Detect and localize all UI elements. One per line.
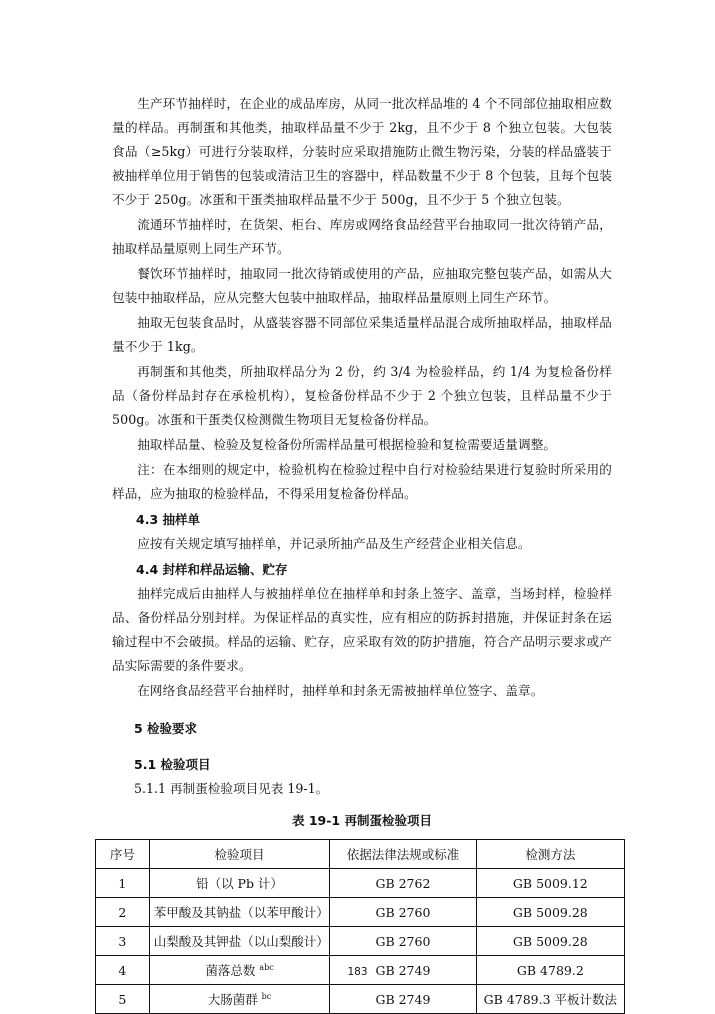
table-row	[96, 898, 625, 927]
table-row	[96, 927, 625, 956]
section-heading-4-4: 4.4 封样和样品运输、贮存	[136, 562, 288, 577]
cell-item: 菌落总数 $^{abc}$	[149, 956, 329, 985]
header-method: 检测方法	[476, 840, 624, 869]
table-row	[96, 985, 625, 1014]
cell-item: 山梨酸及其钾盐（以山梨酸计）	[149, 927, 329, 956]
cell-no: 3	[96, 927, 150, 956]
header-standard: 依据法律法规或标准	[330, 840, 476, 869]
cell-method: GB 4789.2	[476, 956, 624, 985]
paragraph-sample-adjustment: 抽取样品量、检验及复检备份所需样品量可根据检验和复检需要适量调整。	[137, 437, 557, 452]
paragraph-production-sampling: 生产环节抽样时，在企业的成品库房，从同一批次样品堆的 4 个不同部位抽取相应数量的样品。再制蛋和其他类，抽取样品量不少于 2kg，且不少于 8 个独立包装。大包装食品（≥5kg）可进行分装取样，分装时应采取措施防止微生物污染，分装的样品盛装于被抽样单位用于销售的包装或清洁卫生的容器中，样品数量不少于 8 个包装，且每个包装不少于 250g。冰蛋和干蛋类抽取样品量不少于 500g，且不少于 5 个独立包装。	[112, 96, 612, 207]
cell-item: 铅（以 Pb 计）	[149, 869, 329, 898]
header-no: 序号	[96, 840, 150, 869]
paragraph-circulation-sampling: 流通环节抽样时，在货架、柜台、库房或网络食品经营平台抽取同一批次待销产品，抽取样品量原则上同生产环节。	[112, 217, 612, 256]
cell-method: GB 5009.28	[476, 927, 624, 956]
paragraph-sampling-form: 应按有关规定填写抽样单，并记录所抽产品及生产经营企业相关信息。	[137, 536, 531, 551]
cell-item: 大肠菌群 $^{bc}$	[149, 985, 329, 1014]
cell-standard: GB 2760	[330, 927, 476, 956]
document-body	[109, 92, 618, 1014]
cell-no: 5	[96, 985, 150, 1014]
table-title: 表 19-1 再制蛋检验项目	[292, 813, 432, 828]
header-item: 检验项目	[149, 840, 329, 869]
paragraph-catering-sampling: 餐饮环节抽样时，抽取同一批次待销或使用的产品，应抽取完整包装产品，如需从大包装中抽取样品，应从完整大包装中抽取样品，抽取样品量原则上同生产环节。	[112, 266, 612, 305]
section-heading-5-1: 5.1 检验项目	[134, 757, 211, 772]
section-heading-5: 5 检验要求	[134, 721, 198, 736]
table-header-row	[96, 840, 625, 869]
cell-method: GB 4789.3 平板计数法	[476, 985, 624, 1014]
paragraph-online-sealing: 在网络食品经营平台抽样时，抽样单和封条无需被抽样单位签字、盖章。	[137, 683, 544, 698]
cell-no: 2	[96, 898, 150, 927]
cell-standard: GB 2762	[330, 869, 476, 898]
paragraph-sealing: 抽样完成后由抽样人与被抽样单位在抽样单和封条上签字、盖章，当场封样，检验样品、备份样品分别封样。为保证样品的真实性，应有相应的防拆封措施，并保证封条在运输过程中不会破损。样品的运输、贮存，应采取有效的防护措施，符合产品明示要求或产品实际需要的条件要求。	[112, 586, 612, 673]
paragraph-5-1-1: 5.1.1 再制蛋检验项目见表 19-1。	[134, 781, 329, 796]
cell-standard: GB 2749	[330, 956, 476, 985]
page-number: 183	[347, 966, 368, 978]
cell-item: 苯甲酸及其钠盐（以苯甲酸计）	[149, 898, 329, 927]
cell-method: GB 5009.12	[476, 869, 624, 898]
cell-standard: GB 2760	[330, 898, 476, 927]
inspection-items-table	[95, 839, 625, 1014]
cell-method: GB 5009.28	[476, 898, 624, 927]
table-row	[96, 869, 625, 898]
cell-no: 4	[96, 956, 150, 985]
cell-no: 1	[96, 869, 150, 898]
section-heading-4-3: 4.3 抽样单	[136, 512, 200, 527]
paragraph-sample-division: 再制蛋和其他类，所抽取样品分为 2 份，约 3/4 为检验样品，约 1/4 为复检备份样品（备份样品封存在承检机构），复检备份样品不少于 2 个独立包装，且样品量不少于 500g。冰蛋和干蛋类仅检测微生物项目无复检备份样品。	[112, 364, 612, 427]
paragraph-note: 注：在本细则的规定中，检验机构在检验过程中自行对检验结果进行复验时所采用的样品，应为抽取的检验样品，不得采用复检备份样品。	[112, 462, 612, 501]
cell-standard: GB 2749	[330, 985, 476, 1014]
paragraph-unpackaged-sampling: 抽取无包装食品时，从盛装容器不同部位采集适量样品混合成所抽取样品，抽取样品量不少于 1kg。	[112, 315, 612, 354]
